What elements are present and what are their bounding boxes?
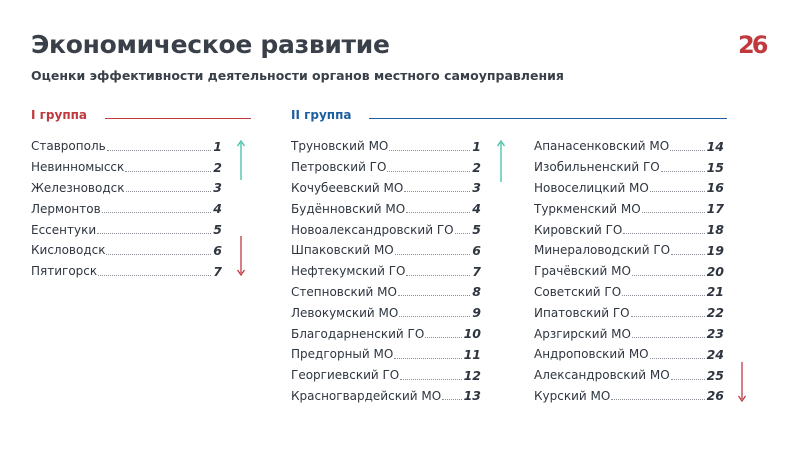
- dot-leader: [395, 254, 471, 255]
- dot-leader: [623, 233, 704, 234]
- municipality-name: Апанасенковский МО: [534, 139, 670, 154]
- dot-leader: [394, 358, 461, 359]
- dot-leader: [389, 150, 470, 151]
- dot-leader: [98, 275, 211, 276]
- list-item: [291, 261, 481, 282]
- list-item: [291, 365, 481, 386]
- dot-leader: [442, 399, 461, 400]
- dot-leader: [97, 233, 211, 234]
- municipality-name: Предгорный МО: [291, 347, 394, 362]
- rank-number: 24: [706, 346, 724, 362]
- municipality-name: Ипатовский ГО: [534, 305, 630, 320]
- rank-number: 25: [706, 367, 724, 383]
- dot-leader: [425, 337, 461, 338]
- rank-number: 9: [472, 305, 481, 321]
- municipality-name: Кисловодск: [31, 243, 106, 258]
- list-item: [534, 386, 724, 407]
- dot-leader: [671, 254, 704, 255]
- municipality-name: Нефтекумский ГО: [291, 264, 406, 279]
- rank-number: 23: [706, 326, 724, 342]
- list-item: [31, 157, 222, 178]
- rank-number: 4: [213, 201, 222, 217]
- rank-number: 16: [706, 180, 724, 196]
- municipality-name: Андроповский МО: [534, 347, 649, 362]
- rank-number: 14: [706, 138, 724, 154]
- rank-number: 2: [213, 159, 222, 175]
- list-item: [291, 178, 481, 199]
- rank-number: 3: [472, 180, 481, 196]
- list-item: [291, 198, 481, 219]
- list-item: [31, 219, 222, 240]
- list-item: [534, 302, 724, 323]
- group-2-header: [291, 108, 727, 124]
- rank-number: 17: [706, 201, 724, 217]
- municipality-name: Труновский МО: [291, 139, 389, 154]
- page-subtitle: Оценки эффективности деятельности органов местного самоуправления: [31, 68, 564, 83]
- list-item: [31, 240, 222, 261]
- dot-leader: [406, 212, 470, 213]
- list-item: [31, 198, 222, 219]
- dot-leader: [387, 171, 470, 172]
- municipality-name: Кочубеевский МО: [291, 180, 404, 195]
- rank-number: 12: [463, 367, 481, 383]
- municipality-name: Кировский ГО: [534, 222, 623, 237]
- municipality-name: Новоалександровский ГО: [291, 222, 454, 237]
- dot-leader: [622, 295, 704, 296]
- municipality-name: Благодарненский ГО: [291, 326, 425, 341]
- list-item: [291, 157, 481, 178]
- arrow-up-icon: [236, 140, 246, 180]
- dot-leader: [125, 171, 211, 172]
- dot-leader: [399, 316, 470, 317]
- municipality-name: Левокумский МО: [291, 305, 399, 320]
- dot-leader: [102, 212, 212, 213]
- list-item: [534, 136, 724, 157]
- group-1-header: [31, 108, 251, 124]
- rank-number: 5: [213, 222, 222, 238]
- municipality-name: Шпаковский МО: [291, 243, 394, 258]
- municipality-name: Будённовский МО: [291, 201, 406, 216]
- dot-leader: [400, 379, 461, 380]
- group-2-list-col2: [534, 136, 724, 406]
- arrow-down-icon: [737, 362, 747, 402]
- dot-leader: [455, 233, 471, 234]
- rank-number: 6: [472, 242, 481, 258]
- rank-number: 10: [463, 326, 481, 342]
- dot-leader: [611, 399, 704, 400]
- dot-leader: [661, 171, 705, 172]
- list-item: [534, 178, 724, 199]
- region-26-logo: [738, 32, 770, 58]
- rank-number: 26: [706, 388, 724, 404]
- rank-number: 6: [213, 242, 222, 258]
- municipality-name: Георгиевский ГО: [291, 368, 400, 383]
- municipality-name: Невинномысск: [31, 160, 125, 175]
- group-2-divider: [369, 118, 727, 119]
- dot-leader: [398, 295, 470, 296]
- list-item: [31, 136, 222, 157]
- municipality-name: Петровский ГО: [291, 160, 387, 175]
- logo-text: 26: [738, 31, 766, 59]
- group-1-list: [31, 136, 222, 282]
- municipality-name: Туркменский МО: [534, 201, 641, 216]
- dot-leader: [632, 337, 705, 338]
- municipality-name: Минераловодский ГО: [534, 243, 671, 258]
- list-item: [291, 344, 481, 365]
- rank-number: 21: [706, 284, 724, 300]
- list-item: [534, 282, 724, 303]
- dot-leader: [106, 254, 211, 255]
- rank-number: 2: [472, 159, 481, 175]
- rank-number: 8: [472, 284, 481, 300]
- list-item: [534, 365, 724, 386]
- dot-leader: [642, 212, 705, 213]
- rank-number: 19: [706, 242, 724, 258]
- arrow-down-icon: [236, 236, 246, 276]
- dot-leader: [650, 191, 705, 192]
- dot-leader: [632, 275, 705, 276]
- dot-leader: [650, 358, 705, 359]
- dot-leader: [107, 150, 212, 151]
- dot-leader: [631, 316, 705, 317]
- municipality-name: Курский МО: [534, 388, 611, 403]
- group-1-divider: [105, 118, 251, 119]
- rank-number: 1: [472, 138, 481, 154]
- rank-number: 5: [472, 222, 481, 238]
- list-item: [291, 219, 481, 240]
- municipality-name: Александровский МО: [534, 368, 670, 383]
- municipality-name: Новоселицкий МО: [534, 180, 649, 195]
- rank-number: 11: [463, 346, 481, 362]
- dot-leader: [406, 275, 470, 276]
- municipality-name: Степновский МО: [291, 284, 397, 299]
- page-title: Экономическое развитие: [31, 30, 390, 59]
- municipality-name: Красногвардейский МО: [291, 388, 442, 403]
- rank-number: 4: [472, 201, 481, 217]
- municipality-name: Ессентуки: [31, 222, 97, 237]
- municipality-name: Железноводск: [31, 180, 125, 195]
- list-item: [534, 261, 724, 282]
- municipality-name: Советский ГО: [534, 284, 622, 299]
- dot-leader: [670, 150, 704, 151]
- rank-number: 7: [472, 263, 481, 279]
- rank-number: 1: [213, 138, 222, 154]
- list-item: [291, 136, 481, 157]
- rank-number: 15: [706, 159, 724, 175]
- list-item: [291, 302, 481, 323]
- municipality-name: Лермонтов: [31, 201, 101, 216]
- rank-number: 18: [706, 222, 724, 238]
- group-2-label: II группа: [291, 108, 352, 122]
- arrow-up-icon: [496, 140, 506, 182]
- municipality-name: Изобильненский ГО: [534, 160, 660, 175]
- rank-number: 20: [706, 263, 724, 279]
- list-item: [534, 219, 724, 240]
- rank-number: 13: [463, 388, 481, 404]
- rank-number: 7: [213, 263, 222, 279]
- list-item: [31, 261, 222, 282]
- list-item: [291, 323, 481, 344]
- list-item: [534, 323, 724, 344]
- group-2-list-col1: [291, 136, 481, 406]
- list-item: [534, 240, 724, 261]
- list-item: [291, 282, 481, 303]
- dot-leader: [126, 191, 212, 192]
- municipality-name: Ставрополь: [31, 139, 106, 154]
- dot-leader: [404, 191, 470, 192]
- group-1-label: I группа: [31, 108, 88, 122]
- municipality-name: Грачёвский МО: [534, 264, 631, 279]
- rank-number: 22: [706, 305, 724, 321]
- rank-number: 3: [213, 180, 222, 196]
- municipality-name: Арзгирский МО: [534, 326, 631, 341]
- list-item: [291, 386, 481, 407]
- list-item: [534, 198, 724, 219]
- list-item: [31, 178, 222, 199]
- dot-leader: [671, 379, 705, 380]
- list-item: [534, 344, 724, 365]
- list-item: [291, 240, 481, 261]
- list-item: [534, 157, 724, 178]
- municipality-name: Пятигорск: [31, 264, 98, 279]
